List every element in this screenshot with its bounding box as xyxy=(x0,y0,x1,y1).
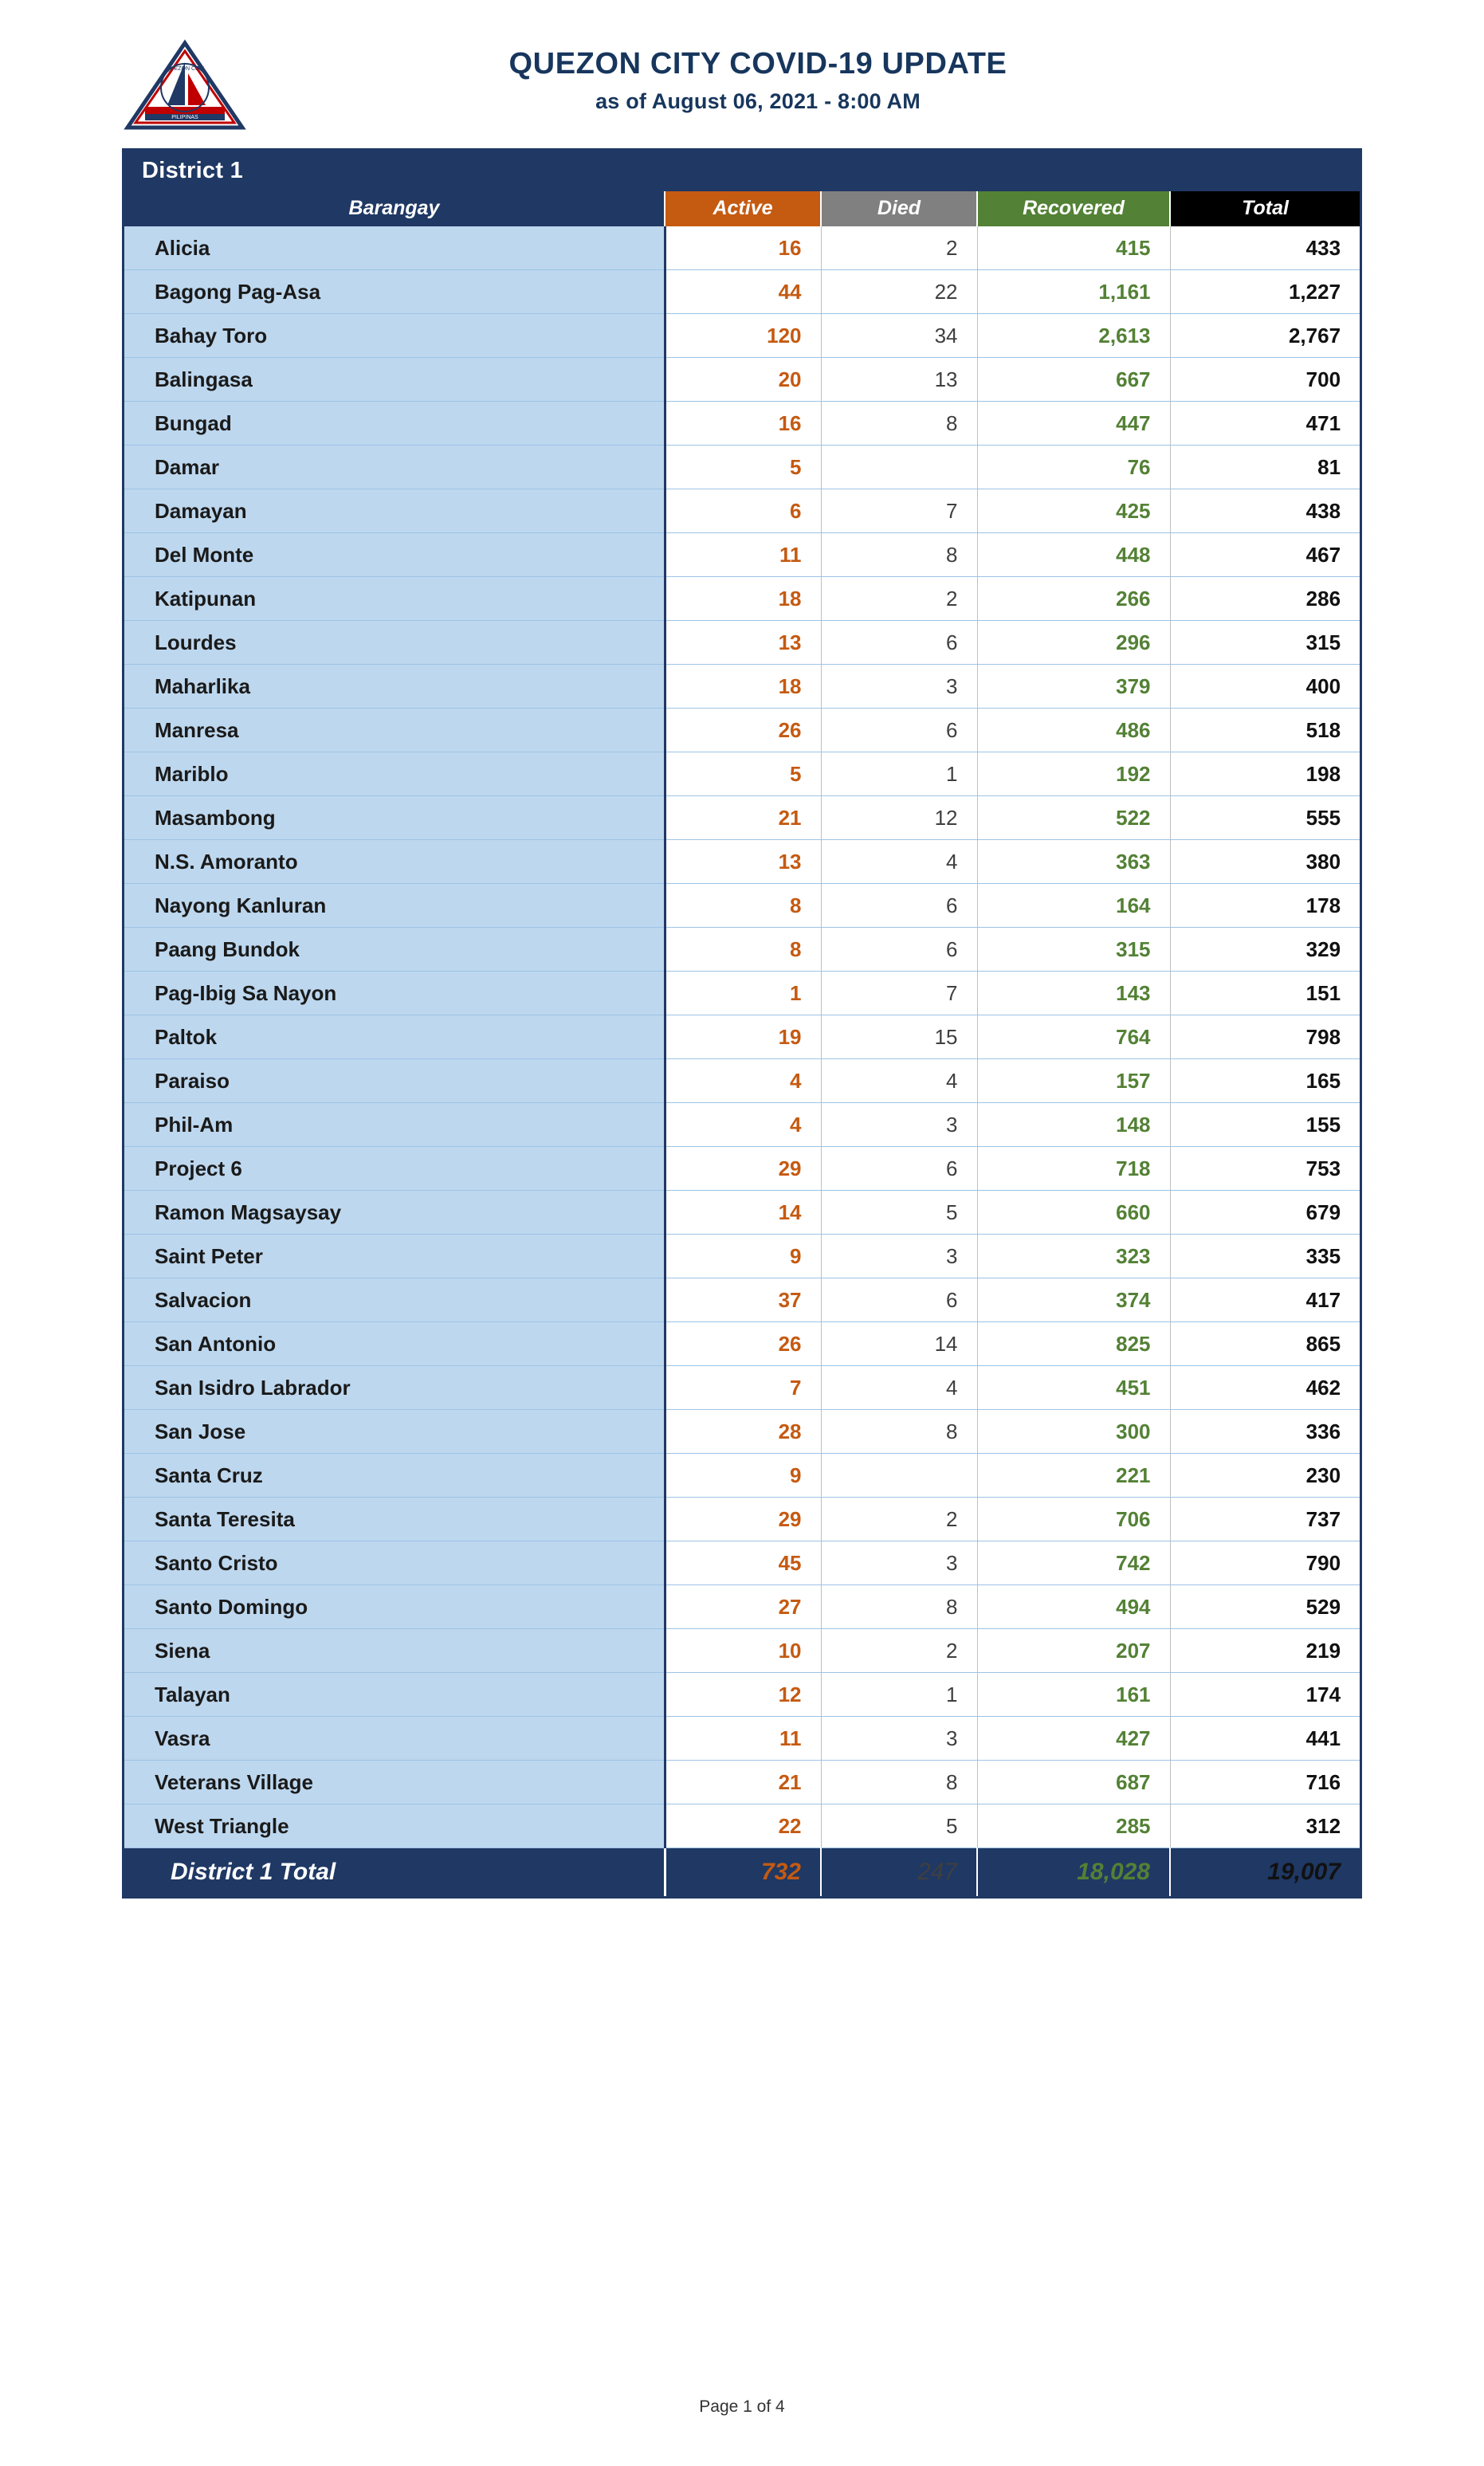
cell-active: 10 xyxy=(665,1629,821,1673)
cell-active: 12 xyxy=(665,1673,821,1717)
table-row xyxy=(124,1804,1360,1848)
cell-total: 178 xyxy=(1170,884,1360,928)
table-row xyxy=(124,1366,1360,1410)
cell-barangay: Bungad xyxy=(124,402,665,446)
cell-barangay: Paang Bundok xyxy=(124,928,665,972)
cell-died: 3 xyxy=(821,665,977,709)
cell-active: 21 xyxy=(665,796,821,840)
svg-text:QUEZON CITY: QUEZON CITY xyxy=(166,66,204,72)
cell-recovered: 266 xyxy=(977,577,1170,621)
table-row xyxy=(124,621,1360,665)
cell-died: 3 xyxy=(821,1103,977,1147)
table-row xyxy=(124,1059,1360,1103)
page-number: Page 1 of 4 xyxy=(699,2397,785,2416)
district-total-recovered: 18,028 xyxy=(977,1848,1170,1897)
table-row xyxy=(124,840,1360,884)
cell-total: 462 xyxy=(1170,1366,1360,1410)
cell-total: 155 xyxy=(1170,1103,1360,1147)
cell-recovered: 1,161 xyxy=(977,270,1170,314)
cell-active: 18 xyxy=(665,665,821,709)
cell-active: 7 xyxy=(665,1366,821,1410)
cell-total: 336 xyxy=(1170,1410,1360,1454)
cell-active: 8 xyxy=(665,928,821,972)
cell-died: 3 xyxy=(821,1717,977,1761)
column-header-died: Died xyxy=(821,191,977,226)
cell-total: 2,767 xyxy=(1170,314,1360,358)
table-row xyxy=(124,1410,1360,1454)
cell-active: 13 xyxy=(665,621,821,665)
table-row xyxy=(124,1454,1360,1498)
cell-died: 8 xyxy=(821,1410,977,1454)
table-row xyxy=(124,1191,1360,1235)
cell-recovered: 660 xyxy=(977,1191,1170,1235)
cell-died: 8 xyxy=(821,1585,977,1629)
cell-died: 5 xyxy=(821,1191,977,1235)
cell-recovered: 447 xyxy=(977,402,1170,446)
cell-active: 4 xyxy=(665,1059,821,1103)
cell-total: 400 xyxy=(1170,665,1360,709)
cell-total: 165 xyxy=(1170,1059,1360,1103)
cell-active: 26 xyxy=(665,709,821,752)
cell-active: 14 xyxy=(665,1191,821,1235)
table-row xyxy=(124,972,1360,1015)
cell-died xyxy=(821,1454,977,1498)
cell-died: 2 xyxy=(821,577,977,621)
cell-barangay: Phil-Am xyxy=(124,1103,665,1147)
cell-died: 3 xyxy=(821,1235,977,1278)
cell-barangay: Salvacion xyxy=(124,1278,665,1322)
table-row xyxy=(124,1147,1360,1191)
table-row xyxy=(124,1322,1360,1366)
table-row xyxy=(124,1585,1360,1629)
cell-total: 716 xyxy=(1170,1761,1360,1804)
cell-barangay: Balingasa xyxy=(124,358,665,402)
table-row xyxy=(124,358,1360,402)
cell-active: 29 xyxy=(665,1498,821,1541)
cell-barangay: Damayan xyxy=(124,489,665,533)
cell-total: 700 xyxy=(1170,358,1360,402)
cell-active: 11 xyxy=(665,533,821,577)
cell-recovered: 448 xyxy=(977,533,1170,577)
table-row xyxy=(124,577,1360,621)
cell-barangay: N.S. Amoranto xyxy=(124,840,665,884)
column-header-recovered: Recovered xyxy=(977,191,1170,226)
cell-total: 865 xyxy=(1170,1322,1360,1366)
table-row xyxy=(124,226,1360,270)
cell-active: 5 xyxy=(665,752,821,796)
cell-died: 4 xyxy=(821,1366,977,1410)
cell-active: 120 xyxy=(665,314,821,358)
cell-barangay: Bahay Toro xyxy=(124,314,665,358)
table-row xyxy=(124,709,1360,752)
cell-barangay: Mariblo xyxy=(124,752,665,796)
cell-recovered: 764 xyxy=(977,1015,1170,1059)
district-total-row xyxy=(124,1848,1360,1897)
cell-recovered: 143 xyxy=(977,972,1170,1015)
cell-died: 6 xyxy=(821,709,977,752)
cell-active: 22 xyxy=(665,1804,821,1848)
cell-died: 1 xyxy=(821,1673,977,1717)
cell-total: 380 xyxy=(1170,840,1360,884)
cell-died: 7 xyxy=(821,489,977,533)
table-row xyxy=(124,446,1360,489)
cell-total: 529 xyxy=(1170,1585,1360,1629)
cell-barangay: Nayong Kanluran xyxy=(124,884,665,928)
cell-active: 37 xyxy=(665,1278,821,1322)
cell-active: 16 xyxy=(665,226,821,270)
cell-died: 6 xyxy=(821,621,977,665)
cell-recovered: 300 xyxy=(977,1410,1170,1454)
cell-total: 198 xyxy=(1170,752,1360,796)
cell-total: 174 xyxy=(1170,1673,1360,1717)
column-header-total: Total xyxy=(1170,191,1360,226)
table-row xyxy=(124,270,1360,314)
cell-recovered: 494 xyxy=(977,1585,1170,1629)
cell-active: 29 xyxy=(665,1147,821,1191)
cell-total: 335 xyxy=(1170,1235,1360,1278)
cell-total: 433 xyxy=(1170,226,1360,270)
cell-total: 315 xyxy=(1170,621,1360,665)
cell-active: 27 xyxy=(665,1585,821,1629)
cell-total: 679 xyxy=(1170,1191,1360,1235)
cell-total: 438 xyxy=(1170,489,1360,533)
cell-died: 4 xyxy=(821,840,977,884)
cell-active: 9 xyxy=(665,1454,821,1498)
cell-active: 26 xyxy=(665,1322,821,1366)
cell-barangay: Paraiso xyxy=(124,1059,665,1103)
cell-total: 219 xyxy=(1170,1629,1360,1673)
cell-recovered: 522 xyxy=(977,796,1170,840)
table-row xyxy=(124,402,1360,446)
cell-barangay: Pag-Ibig Sa Nayon xyxy=(124,972,665,1015)
cell-recovered: 323 xyxy=(977,1235,1170,1278)
cell-total: 441 xyxy=(1170,1717,1360,1761)
svg-text:PILIPINAS: PILIPINAS xyxy=(171,115,198,120)
cell-recovered: 486 xyxy=(977,709,1170,752)
district-total-label: District 1 Total xyxy=(124,1848,665,1897)
cell-recovered: 451 xyxy=(977,1366,1170,1410)
page-footer xyxy=(0,2397,1484,2417)
cell-active: 6 xyxy=(665,489,821,533)
cell-total: 555 xyxy=(1170,796,1360,840)
cell-recovered: 718 xyxy=(977,1147,1170,1191)
table-row xyxy=(124,752,1360,796)
table-row xyxy=(124,665,1360,709)
cell-total: 798 xyxy=(1170,1015,1360,1059)
cell-active: 18 xyxy=(665,577,821,621)
table-row xyxy=(124,533,1360,577)
cell-died: 6 xyxy=(821,884,977,928)
district-table xyxy=(122,148,1362,1899)
cell-barangay: Santa Cruz xyxy=(124,1454,665,1498)
cell-died: 15 xyxy=(821,1015,977,1059)
cell-active: 28 xyxy=(665,1410,821,1454)
cell-recovered: 207 xyxy=(977,1629,1170,1673)
cell-died: 7 xyxy=(821,972,977,1015)
cell-barangay: Katipunan xyxy=(124,577,665,621)
cell-active: 4 xyxy=(665,1103,821,1147)
cell-died: 6 xyxy=(821,1147,977,1191)
table-row xyxy=(124,1761,1360,1804)
cell-recovered: 379 xyxy=(977,665,1170,709)
cell-died: 8 xyxy=(821,402,977,446)
cell-total: 790 xyxy=(1170,1541,1360,1585)
cell-active: 20 xyxy=(665,358,821,402)
cell-barangay: Siena xyxy=(124,1629,665,1673)
cell-died xyxy=(821,446,977,489)
cell-barangay: West Triangle xyxy=(124,1804,665,1848)
cell-recovered: 427 xyxy=(977,1717,1170,1761)
cell-total: 312 xyxy=(1170,1804,1360,1848)
cell-died: 12 xyxy=(821,796,977,840)
cell-total: 286 xyxy=(1170,577,1360,621)
cell-total: 1,227 xyxy=(1170,270,1360,314)
column-header-barangay: Barangay xyxy=(124,191,665,226)
cell-recovered: 667 xyxy=(977,358,1170,402)
cell-recovered: 363 xyxy=(977,840,1170,884)
cell-died: 34 xyxy=(821,314,977,358)
cell-died: 2 xyxy=(821,1498,977,1541)
cell-died: 22 xyxy=(821,270,977,314)
cell-barangay: Damar xyxy=(124,446,665,489)
cell-died: 2 xyxy=(821,226,977,270)
cell-recovered: 164 xyxy=(977,884,1170,928)
table-row xyxy=(124,1629,1360,1673)
table-row xyxy=(124,1673,1360,1717)
quezon-city-seal-icon xyxy=(121,38,249,132)
cell-barangay: Veterans Village xyxy=(124,1761,665,1804)
cell-total: 471 xyxy=(1170,402,1360,446)
cell-died: 8 xyxy=(821,1761,977,1804)
district-total-died: 247 xyxy=(821,1848,977,1897)
cell-active: 21 xyxy=(665,1761,821,1804)
table-row xyxy=(124,1541,1360,1585)
cell-barangay: Talayan xyxy=(124,1673,665,1717)
table-row xyxy=(124,1717,1360,1761)
cell-recovered: 374 xyxy=(977,1278,1170,1322)
cell-barangay: Ramon Magsaysay xyxy=(124,1191,665,1235)
table-row xyxy=(124,1498,1360,1541)
cell-active: 44 xyxy=(665,270,821,314)
document-header xyxy=(0,0,1484,120)
cell-died: 3 xyxy=(821,1541,977,1585)
table-row xyxy=(124,314,1360,358)
table-row xyxy=(124,1235,1360,1278)
cell-total: 230 xyxy=(1170,1454,1360,1498)
cell-recovered: 161 xyxy=(977,1673,1170,1717)
cell-recovered: 315 xyxy=(977,928,1170,972)
cell-recovered: 76 xyxy=(977,446,1170,489)
cell-barangay: Vasra xyxy=(124,1717,665,1761)
cell-active: 13 xyxy=(665,840,821,884)
cell-died: 2 xyxy=(821,1629,977,1673)
cell-died: 4 xyxy=(821,1059,977,1103)
cell-total: 417 xyxy=(1170,1278,1360,1322)
table-body xyxy=(124,226,1360,1848)
cell-barangay: San Antonio xyxy=(124,1322,665,1366)
cell-barangay: San Isidro Labrador xyxy=(124,1366,665,1410)
district-label: District 1 xyxy=(124,151,1360,191)
cell-barangay: Alicia xyxy=(124,226,665,270)
cell-recovered: 687 xyxy=(977,1761,1170,1804)
cell-total: 737 xyxy=(1170,1498,1360,1541)
table-row xyxy=(124,1278,1360,1322)
cell-barangay: San Jose xyxy=(124,1410,665,1454)
cell-barangay: Paltok xyxy=(124,1015,665,1059)
cell-total: 467 xyxy=(1170,533,1360,577)
cell-active: 8 xyxy=(665,884,821,928)
cell-recovered: 425 xyxy=(977,489,1170,533)
cell-recovered: 148 xyxy=(977,1103,1170,1147)
cell-barangay: Maharlika xyxy=(124,665,665,709)
table-row xyxy=(124,884,1360,928)
cell-recovered: 296 xyxy=(977,621,1170,665)
cell-died: 1 xyxy=(821,752,977,796)
cell-active: 5 xyxy=(665,446,821,489)
cell-active: 16 xyxy=(665,402,821,446)
cell-died: 13 xyxy=(821,358,977,402)
cell-active: 45 xyxy=(665,1541,821,1585)
cell-recovered: 157 xyxy=(977,1059,1170,1103)
cell-recovered: 825 xyxy=(977,1322,1170,1366)
cell-recovered: 742 xyxy=(977,1541,1170,1585)
cell-barangay: Bagong Pag-Asa xyxy=(124,270,665,314)
cell-barangay: Manresa xyxy=(124,709,665,752)
table-row xyxy=(124,1015,1360,1059)
district-header-row xyxy=(124,151,1360,191)
cell-recovered: 285 xyxy=(977,1804,1170,1848)
table-row xyxy=(124,928,1360,972)
cell-barangay: Santa Teresita xyxy=(124,1498,665,1541)
cell-active: 19 xyxy=(665,1015,821,1059)
cell-died: 8 xyxy=(821,533,977,577)
cell-recovered: 221 xyxy=(977,1454,1170,1498)
cell-died: 14 xyxy=(821,1322,977,1366)
cell-recovered: 415 xyxy=(977,226,1170,270)
column-header-active: Active xyxy=(665,191,821,226)
cell-died: 5 xyxy=(821,1804,977,1848)
cell-barangay: Lourdes xyxy=(124,621,665,665)
page-title: QUEZON CITY COVID-19 UPDATE xyxy=(508,46,1007,80)
cell-active: 11 xyxy=(665,1717,821,1761)
cell-recovered: 192 xyxy=(977,752,1170,796)
cell-total: 753 xyxy=(1170,1147,1360,1191)
column-header-row xyxy=(124,191,1360,226)
cell-barangay: Del Monte xyxy=(124,533,665,577)
cell-active: 1 xyxy=(665,972,821,1015)
cell-total: 151 xyxy=(1170,972,1360,1015)
cell-barangay: Masambong xyxy=(124,796,665,840)
cell-barangay: Saint Peter xyxy=(124,1235,665,1278)
table-row xyxy=(124,489,1360,533)
cell-total: 329 xyxy=(1170,928,1360,972)
page-subtitle: as of August 06, 2021 - 8:00 AM xyxy=(595,89,921,114)
cell-recovered: 2,613 xyxy=(977,314,1170,358)
cell-barangay: Santo Cristo xyxy=(124,1541,665,1585)
district-total-active: 732 xyxy=(665,1848,821,1897)
cell-died: 6 xyxy=(821,928,977,972)
table-row xyxy=(124,796,1360,840)
table-row xyxy=(124,1103,1360,1147)
district-total-total: 19,007 xyxy=(1170,1848,1360,1897)
cell-barangay: Project 6 xyxy=(124,1147,665,1191)
cell-died: 6 xyxy=(821,1278,977,1322)
cell-active: 9 xyxy=(665,1235,821,1278)
cell-barangay: Santo Domingo xyxy=(124,1585,665,1629)
cell-total: 81 xyxy=(1170,446,1360,489)
cell-recovered: 706 xyxy=(977,1498,1170,1541)
cell-total: 518 xyxy=(1170,709,1360,752)
